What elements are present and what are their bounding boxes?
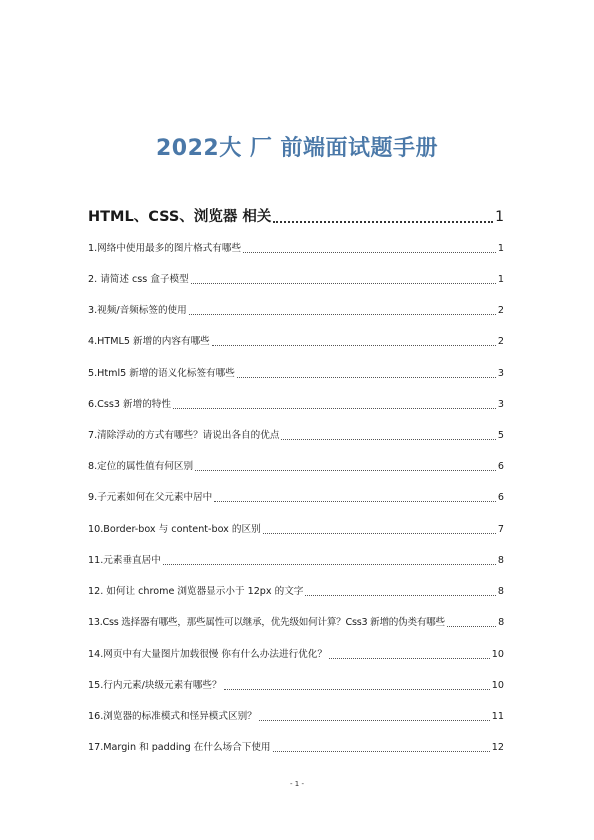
toc-section-html-css-browser[interactable] xyxy=(88,206,504,228)
toc-entry-title: 8.定位的属性值有何区别 xyxy=(88,461,194,472)
toc-entry-title: 9.子元素如何在父元素中居中 xyxy=(88,492,213,503)
toc-entry-page: 5 xyxy=(497,430,504,441)
toc-entry-title: 16.浏览器的标准模式和怪异模式区别？ xyxy=(88,711,257,722)
toc-leader-dots xyxy=(273,220,493,223)
toc-entry-title: 3.视频/音频标签的使用 xyxy=(88,305,187,316)
toc-entry-page: 2 xyxy=(497,336,504,347)
toc-entry-title: 12. 如何让 chrome 浏览器显示小于 12px 的文字 xyxy=(88,586,304,597)
toc-entry-page: 3 xyxy=(497,399,504,410)
toc-entry[interactable] xyxy=(88,679,504,693)
toc-leader-dots xyxy=(224,688,490,690)
toc-leader-dots xyxy=(281,438,495,440)
toc-leader-dots xyxy=(243,251,496,253)
toc-entry[interactable] xyxy=(88,616,504,630)
toc-leader-dots xyxy=(214,500,496,502)
toc-entry[interactable] xyxy=(88,242,504,256)
toc-entry-title: 6.Css3 新增的特性 xyxy=(88,399,171,410)
toc-entry-title: 5.Html5 新增的语义化标签有哪些 xyxy=(88,368,235,379)
toc-entry[interactable] xyxy=(88,429,504,443)
toc-entry-page: 1 xyxy=(497,243,504,254)
toc-entry[interactable] xyxy=(88,491,504,505)
toc-entry-title: 14.网页中有大量图片加载很慢 你有什么办法进行优化？ xyxy=(88,649,327,660)
toc-entry-title: 4.HTML5 新增的内容有哪些 xyxy=(88,336,210,347)
toc-entry-page: 8 xyxy=(498,617,504,628)
toc-entry-page: 1 xyxy=(497,274,504,285)
toc-entry-title: 15.行内元素/块级元素有哪些？ xyxy=(88,680,222,691)
toc-entry-title: 7.清除浮动的方式有哪些？请说出各自的优点 xyxy=(88,430,280,441)
toc-entry[interactable] xyxy=(88,741,504,755)
toc-entry[interactable] xyxy=(88,398,504,412)
toc-entry-page: 12 xyxy=(491,742,504,753)
toc-entry-page: 3 xyxy=(497,368,504,379)
toc-entry-page: 11 xyxy=(491,711,504,722)
toc-entry[interactable] xyxy=(88,460,504,474)
toc-entry-title: 1.网络中使用最多的图片格式有哪些 xyxy=(88,243,242,254)
toc-entry-page: 2 xyxy=(497,305,504,316)
toc-entry[interactable] xyxy=(88,585,504,599)
toc-section-page: 1 xyxy=(495,209,504,225)
toc-entry[interactable] xyxy=(88,367,504,381)
toc-leader-dots xyxy=(329,657,490,659)
toc-entry-title: 2. 请简述 css 盒子模型 xyxy=(88,274,189,285)
toc-entry[interactable] xyxy=(88,304,504,318)
toc-entry-page: 6 xyxy=(497,492,504,503)
toc-leader-dots xyxy=(191,282,496,284)
toc-entry-title: 10.Border-box 与 content-box 的区别 xyxy=(88,524,261,535)
toc-entry-page: 7 xyxy=(497,524,504,535)
toc-leader-dots xyxy=(163,563,496,565)
toc-entry-title: 11.元素垂直居中 xyxy=(88,555,161,566)
toc-section-title: HTML、CSS、浏览器 相关 xyxy=(88,209,272,225)
toc-leader-dots xyxy=(173,407,496,409)
toc-entry-page: 10 xyxy=(491,649,504,660)
toc-leader-dots xyxy=(447,625,496,627)
toc-entry-page: 10 xyxy=(491,680,504,691)
toc-entry-title: 17.Margin 和 padding 在什么场合下使用 xyxy=(88,742,271,753)
toc-leader-dots xyxy=(263,532,496,534)
toc-entry[interactable] xyxy=(88,648,504,662)
toc-entry[interactable] xyxy=(88,554,504,568)
toc-leader-dots xyxy=(237,376,496,378)
toc-entry-page: 8 xyxy=(497,586,504,597)
toc-entry-title: 13.Css 选择器有哪些，那些属性可以继承，优先级如何计算？Css3 新增的伪类有哪些 xyxy=(88,617,445,628)
toc-leader-dots xyxy=(259,719,490,721)
toc-entry[interactable] xyxy=(88,523,504,537)
toc-entry[interactable] xyxy=(88,273,504,287)
toc-leader-dots xyxy=(273,750,490,752)
page-number: - 1 - xyxy=(290,780,304,788)
toc-leader-dots xyxy=(212,344,496,346)
toc-leader-dots xyxy=(195,469,496,471)
toc-entry[interactable] xyxy=(88,710,504,724)
toc-leader-dots xyxy=(189,313,496,315)
toc-entry-page: 6 xyxy=(497,461,504,472)
document-title: 2022大 厂 前端面试题手册 xyxy=(155,136,439,161)
toc-leader-dots xyxy=(305,594,495,596)
toc-entry-page: 8 xyxy=(497,555,504,566)
toc-entry[interactable] xyxy=(88,335,504,349)
